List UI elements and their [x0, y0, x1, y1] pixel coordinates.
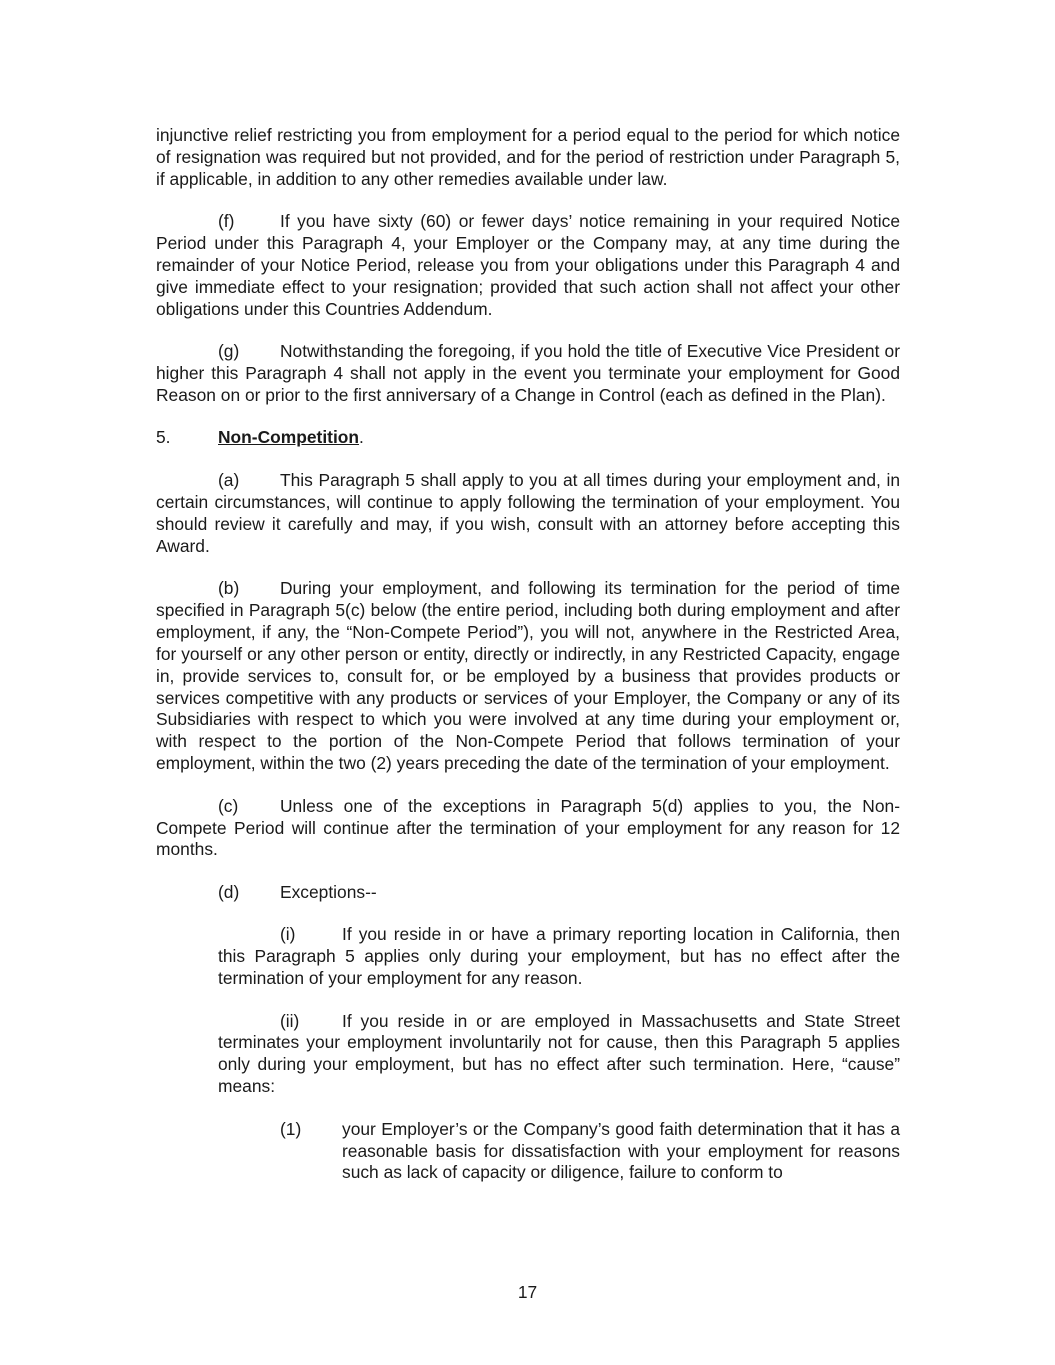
paragraph-text: your Employer’s or the Company’s good faith determination that it has a reasonable basis for dissatisfaction with your employment for reasons such as lack of capacity or diligence, failure to conform to: [342, 1118, 900, 1183]
paragraph-label: (a): [218, 469, 240, 490]
paragraph-4f: [156, 211, 900, 321]
paragraph-intro: injunctive relief restricting you from employment for a period equal to the period for which notice of resignation was required but not provided, and for the period of restriction under Paragraph 5, if applicable, in addition to any other remedies available under law.: [156, 125, 900, 189]
paragraph-text: Notwithstanding the foregoing, if you hold the title of Executive Vice President or higher this Paragraph 4 shall not apply in the event you terminate your employment for Good Reason on or prior to the first anniversary of a Change in Control (each as defined in the Plan).: [156, 341, 900, 406]
paragraph-5d: [218, 882, 900, 904]
paragraph-label: (b): [218, 578, 240, 598]
paragraph-text: During your employment, and following its termination for the period of time specified in Paragraph 5(c) below (the entire period, including both during employment and after employment, if any, the “Non-Compete Period”), you will not, anywhere in the Restricted Area, for yourself or any other person or entity, directly or indirectly, in any Restricted Capacity, engage in, provide services to, consult for, or be employed by a business that provides products or services competitive with any products or services of your Employer, the Company or any of its Subsidiaries with respect to which you were involved at any time during your employment or, with respect to the portion of the Non-Compete Period that follows termination of your employment, within the two (2) years preceding the date of the termination of your employment.: [156, 578, 900, 774]
section-title-period: .: [359, 427, 364, 448]
paragraph-label: (d): [218, 881, 240, 902]
paragraph-5d-i: [218, 924, 900, 990]
paragraph-label: (i): [280, 924, 296, 945]
section-title: Non-Competition: [218, 427, 360, 448]
paragraph-5b: [156, 578, 900, 775]
paragraph-text: If you have sixty (60) or fewer days’ notice remaining in your required Notice Period under this Paragraph 4, your Employer or the Company may, at any time during the remainder of your Notice Period, release you from your obligations under this Paragraph 4 and give immediate effect to your resignation; provided that such action shall not affect your other obligations under this Countries Addendum.: [156, 211, 900, 319]
paragraph-text: Unless one of the exceptions in Paragraph 5(d) applies to you, the Non-Compete Period will continue after the termination of your employment for any reason for 12 months.: [156, 795, 900, 860]
paragraph-label: (1): [280, 1118, 302, 1139]
paragraph-5c: [156, 796, 900, 862]
paragraph-label: (g): [218, 341, 240, 362]
paragraph-text: This Paragraph 5 shall apply to you at all times during your employment and, in certain circumstances, will continue to apply following the termination of your employment. You should review it carefully and may, if you wish, consult with an attorney before accepting this Award.: [156, 469, 900, 556]
page-number: 17: [517, 1282, 538, 1302]
paragraph-label: (ii): [280, 1010, 300, 1031]
section-number: 5.: [156, 427, 171, 448]
paragraph-5d-ii: [218, 1011, 900, 1099]
paragraph-text: Exceptions--: [280, 881, 377, 902]
paragraph-5d-ii-1: [280, 1118, 900, 1185]
paragraph-text: If you reside in or are employed in Massachusetts and State Street terminates your employment involuntarily not for cause, then this Paragraph 5 applies only during your employment, but has no effect after such termination. Here, “cause” means:: [218, 1010, 900, 1097]
paragraph-4g: [156, 341, 900, 407]
document-body: [156, 125, 900, 1205]
paragraph-5a: [156, 470, 900, 558]
section-heading: [156, 427, 900, 449]
paragraph-text: If you reside in or have a primary reporting location in California, then this Paragraph 5 applies only during your employment, but has no effect after the termination of your employment for any reason.: [218, 924, 900, 989]
paragraph-label: (c): [218, 795, 239, 816]
paragraph-label: (f): [218, 211, 235, 232]
